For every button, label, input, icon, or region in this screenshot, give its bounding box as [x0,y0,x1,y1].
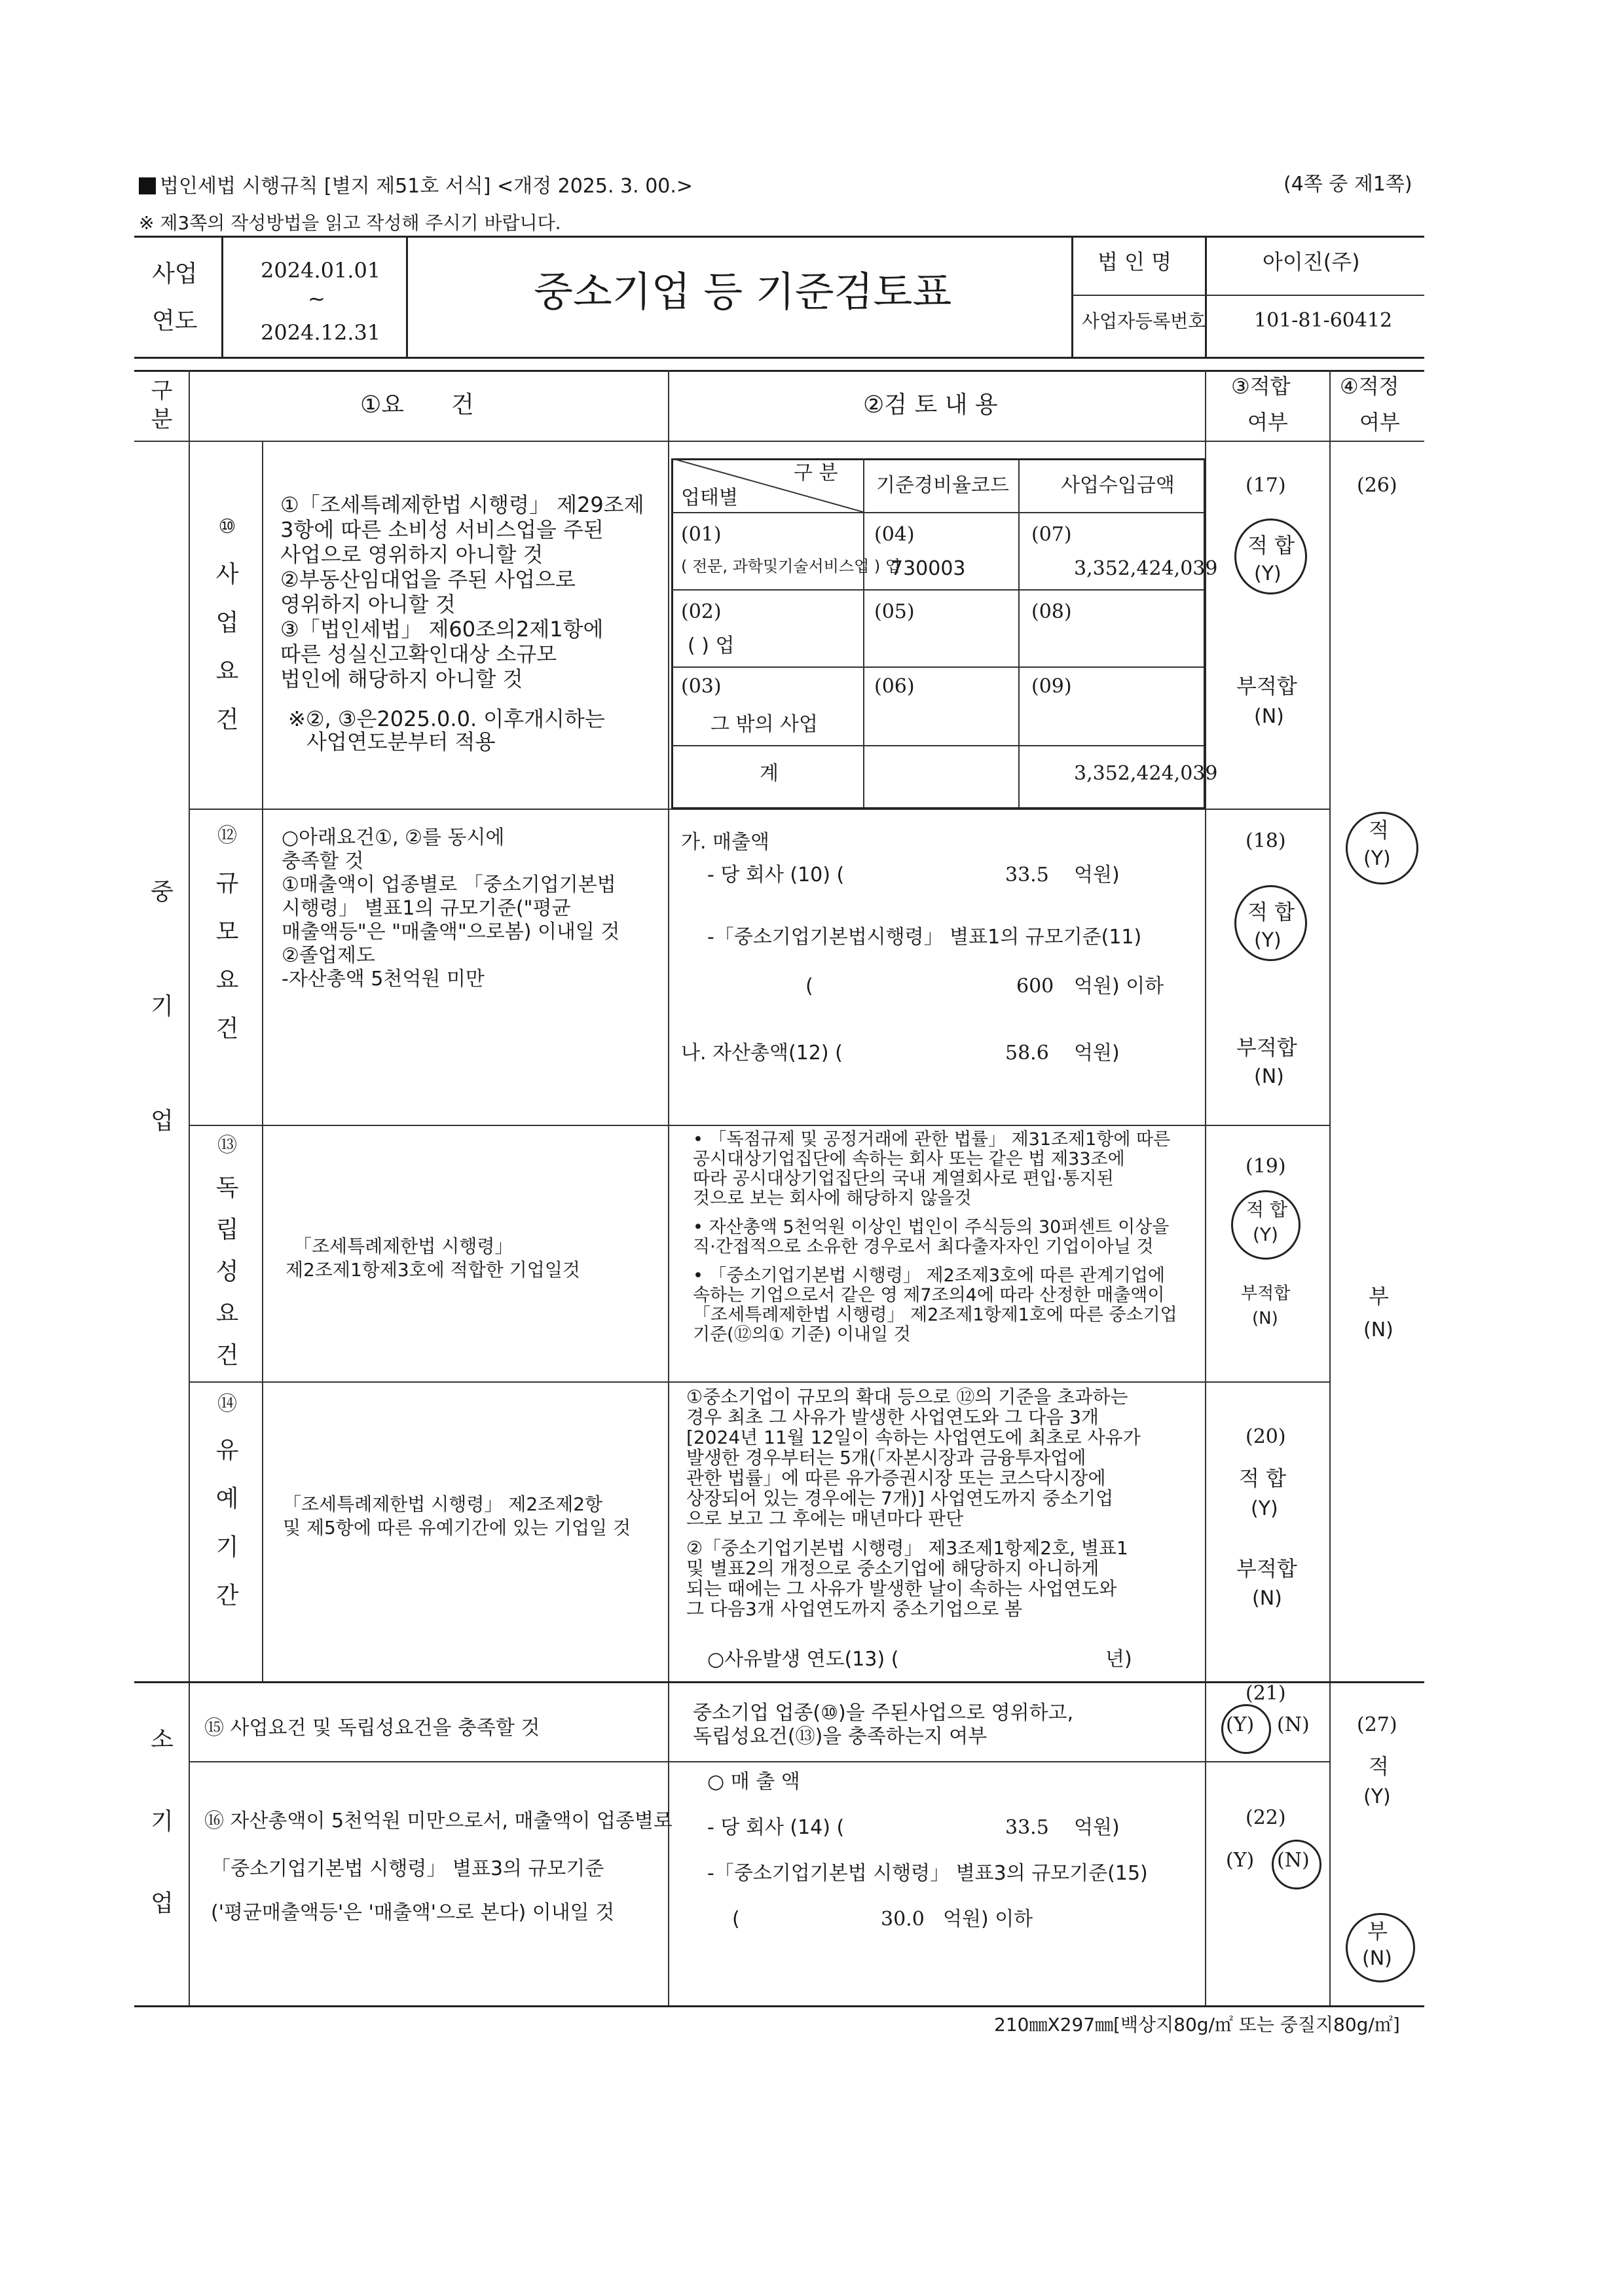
divider [863,458,864,807]
r102-fit-y: 적 합 [1247,900,1295,924]
cell-03-biz: 그 밖의 사업 [710,713,818,736]
r102-requirements: ○아래요건①, ②를 동시에 충족할 것 ①매출액이 업종별로 「중소기업기본법 시행령」 별표1의 규모기준("평균 매출액등"은 "매출액"으로봄) 이내일 것 ②졸업제도 -자산총액 5천억원 미만 [282,826,620,991]
divider [406,236,408,357]
r104-requirement: 「조세특례제한법 시행령」 제2조제2항 [283,1493,603,1515]
top-box-bottom [134,357,1424,359]
small-fit4-no: (27) [1357,1713,1397,1736]
tbl-biz-type: 업태별 [681,486,738,509]
cell-03: (03) [681,675,722,698]
corp-name-value: 아이진(주) [1263,249,1360,274]
r101-fit-no: (17) [1246,474,1286,497]
col-head-fit4: ④적정 [1340,374,1399,399]
header-row-bottom [134,441,1424,442]
divider [671,512,1204,513]
r102-sales-unit: 억원) [1074,864,1120,886]
small-fit4-n: (N) [1362,1947,1392,1970]
reg-number-value: 101-81-60412 [1254,309,1393,332]
r102-criterion: -「중소기업기본법시행령」 별표1의 규모기준(11) [707,926,1142,949]
col-divider [189,370,190,2005]
r102-sales-value: 33.5 [1005,864,1049,886]
row-divider [189,1381,1329,1383]
r102-label: ⑫ 규 모 요 건 [215,824,239,1042]
col-head-fit3: 여부 [1247,410,1288,435]
r101-requirements: ①「조세특례제한법 시행령」 제29조제 3항에 따른 소비성 서비스업을 주된 사업으로 영위하지 아니할 것 ②부동산임대업을 주된 사업으로 영위하지 아니할 것 ③「법인세법」 제60조의2제1항에 따른 성실신고확인대상 소규모 법인에 해당하지 아니할 것 [280,492,644,691]
col-divider [262,441,263,1681]
col-head-review: ②검 토 내 용 [863,392,998,418]
cell-07-amount: 3,352,424,039 [1074,557,1218,580]
divider [1018,458,1020,807]
total-amount: 3,352,424,039 [1074,762,1218,785]
table-bottom-border [134,2005,1424,2007]
r103-fit-n: 부적합 [1241,1284,1291,1303]
r101-fit-n: (N) [1254,705,1284,728]
cell-02-biz: ( ) 업 [688,634,735,657]
r102-fit-n: (N) [1254,1065,1284,1088]
cell-08: (08) [1031,600,1072,623]
r103-review: • 「독점규제 및 공정거래에 관한 법률」 제31조제1항에 따른 공시대상기업집단에 속하는 회사 또는 같은 법 제33조에 따라 공시대상기업집단의 국내 계열회사로 편입·통지된 것으로 보는 회사에 해당하지 않을것 • 자산총액 5천억원 이상인 법인이 주식등의 30퍼센트 이상을 직·간접적으로 소유한 경우로서 최다출자자인 기업이아닐 것 • 「중소기업기본법 시행령」 제2조제3호에 따른 관계기업에 속하는 기업으로서 같은 영 제7조의4에 따라 산정한 매출액이 「조세특례제한법 시행령」 제2조제1항제1호에 따른 중소기업 기준(⑫의① 기준) 이내일 것 [693,1129,1177,1345]
r102-fit-y: (Y) [1254,929,1282,952]
r103-fit-n: (N) [1252,1309,1278,1328]
r106-criterion: -「중소기업기본법 시행령」 별표3의 규모기준(15) [707,1862,1148,1885]
r102-assets-value: 58.6 [1005,1042,1049,1065]
divider [671,589,1204,591]
section-divider [134,1681,1424,1683]
page-title: 중소기업 등 기준검토표 [534,268,952,316]
row-divider [189,1125,1329,1126]
divider [1071,236,1073,357]
r106-fit-n: (N) [1277,1849,1310,1872]
section-label-small: 소 기 업 [151,1726,174,1917]
cell-05: (05) [874,600,915,623]
total-label: 계 [760,762,779,785]
r104-fit-n: (N) [1252,1587,1282,1610]
r105-fit-n: (N) [1277,1713,1310,1736]
cell-06: (06) [874,675,915,698]
r102-sales-head: 가. 매출액 [681,831,769,854]
r104-fit-no: (20) [1246,1425,1286,1448]
small-fit4-y: (Y) [1363,1785,1391,1808]
tbl-amount-head: 사업수입금액 [1061,474,1175,497]
col-head-fit4: 여부 [1359,410,1400,435]
r102-sales-label: - 당 회사 (10) ( [707,864,845,886]
col-head-requirement: ①요 건 [360,392,474,418]
cell-01: (01) [681,523,722,546]
cell-01-biz: ( 전문, 과학및기술서비스업 ) 업 [681,557,901,575]
r103-requirement: 제2조제1항제3호에 적합한 기업일것 [286,1259,580,1281]
r106-requirement: ⑯ 자산총액이 5천억원 미만으로서, 매출액이 업종별로 [204,1810,673,1832]
r106-requirement: ('평균매출액등'은 '매출액'으로 본다) 이내일 것 [211,1901,615,1924]
r101-label: ⑩ 사 업 요 건 [215,515,239,733]
r106-fit-no: (22) [1246,1806,1286,1829]
sme-fit4-value: 적 [1369,818,1389,843]
square-bullet-icon [139,177,156,194]
col-head-gubun: 구 분 [151,378,173,433]
r104-requirement: 및 제5항에 따른 유예기간에 있는 기업일 것 [283,1517,631,1539]
r106-requirement: 「중소기업기본법 시행령」 별표3의 규모기준 [211,1857,604,1880]
tbl-gubun: 구 분 [794,462,838,484]
cell-07: (07) [1031,523,1072,546]
table-top-border [134,370,1424,372]
small-fit4-n: 부 [1367,1919,1388,1944]
r106-criterion-value: 30.0 [881,1908,925,1931]
year-label: 사업 [152,261,198,287]
r106-sales-unit: 억원) [1074,1816,1120,1839]
r101-note: 사업연도분부터 적용 [306,729,496,754]
r103-fit-y: (Y) [1253,1224,1278,1245]
instruction-note: ※ 제3쪽의 작성방법을 읽고 작성해 주시기 바랍니다. [139,212,561,234]
divider [221,236,223,357]
r102-assets-unit: 억원) [1074,1042,1120,1065]
r106-sales-head: ○ 매 출 액 [707,1770,800,1793]
divider [671,745,1204,746]
corp-name-label: 법 인 명 [1098,249,1172,274]
r105-fit-y: (Y) [1226,1713,1255,1736]
r105-fit-no: (21) [1246,1682,1286,1705]
r106-fit-y: (Y) [1226,1849,1255,1872]
section-label-sme: 중 기 업 [151,879,174,1135]
r105-requirement: ⑮ 사업요건 및 독립성요건을 충족할 것 [204,1717,540,1740]
r101-fit-n: 부적합 [1236,674,1297,699]
r104-fit-y: (Y) [1251,1497,1278,1520]
col-divider [668,370,669,2005]
r102-fit-no: (18) [1246,829,1286,852]
r103-requirement: 「조세특례제한법 시행령」 [293,1235,513,1257]
row-divider [189,1761,1329,1762]
top-border [134,236,1424,238]
col-head-fit3: ③적합 [1231,374,1291,399]
r104-fit-y: 적 합 [1239,1466,1286,1491]
r101-fit-y: 적 합 [1247,533,1295,558]
paper-spec: 210㎜X297㎜[백상지80g/㎡ 또는 중질지80g/㎡] [994,2014,1400,2035]
r104-fit-n: 부적합 [1236,1556,1297,1581]
r102-criterion-unit: 억원) 이하 [1074,975,1164,998]
r104-year-unit: 년) [1105,1648,1132,1671]
sme-fit4-value: (Y) [1363,847,1391,870]
col-divider [1329,370,1331,2005]
r103-fit-y: 적 합 [1246,1199,1287,1220]
form-reference: 법인세법 시행규칙 [별지 제51호 서식] <개정 2025. 3. 00.> [139,175,693,198]
cell-02: (02) [681,600,722,623]
r101-note: ※②, ③은2025.0.0. 이후개시하는 [288,706,605,731]
r102-criterion-open: ( [805,975,813,998]
tbl-code-head: 기준경비율코드 [876,474,1009,497]
r105-review: 중소기업 업종(⑩)을 주된사업으로 영위하고, [693,1702,1074,1724]
r106-criterion-unit: 억원) 이하 [943,1908,1033,1931]
r104-review: ①중소기업이 규모의 확대 등으로 ⑫의 기준을 초과하는 경우 최초 그 사유가 발생한 사업연도와 그 다음 3개 [2024년 11월 12일이 속하는 사업연도에 최초로 사유가 발생한 경우부터는 5개(「자본시장과 금융투자업에 관한 법률」에 따른 유가증권시장 또는 코스닥시장에 상장되어 있는 경우에는 7개)] 사업연도까지 중소기업 으로 보고 그 후에는 매년마다 판단 ②「중소기업기본법 시행령」 제3조제1항제2호, 별표1 및 별표2의 개정으로 중소기업에 해당하지 아니하게 되는 때에는 그 사유가 발생한 날이 속하는 사업연도와 그 다음3개 사업연도까지 중소기업으로 봄 [686,1386,1141,1620]
r103-label: ⑬ 독 립 성 요 건 [215,1134,239,1369]
r105-review: 독립성요건(⑬)을 충족하는지 여부 [693,1725,987,1748]
small-fit4-y: 적 [1369,1754,1389,1779]
cell-04-code: 730003 [891,557,966,580]
sme-fit4-na: 부 [1369,1284,1389,1309]
period-tilde: ~ [308,286,325,311]
cell-04: (04) [874,523,915,546]
r102-assets-label: 나. 자산총액(12) ( [681,1042,843,1065]
r106-sales-label: - 당 회사 (14) ( [707,1816,845,1839]
divider [1205,236,1207,357]
sme-fit4-na: (N) [1363,1319,1393,1341]
r101-fit4-no: (26) [1357,474,1397,497]
r101-fit-y: (Y) [1254,562,1282,585]
divider [671,666,1204,668]
period-to: 2024.12.31 [261,320,381,345]
r102-criterion-value: 600 [1016,975,1054,998]
period-from: 2024.01.01 [261,258,381,283]
r106-sales-value: 33.5 [1005,1816,1049,1839]
r102-fit-n: 부적합 [1236,1035,1297,1060]
r104-year-label: ○사유발생 연도(13) ( [707,1648,899,1671]
page-number: (4쪽 중 제1쪽) [1283,173,1412,196]
r106-criterion-open: ( [732,1908,740,1931]
year-label: 연도 [152,308,198,335]
r104-label: ⑭ 유 예 기 간 [215,1393,239,1609]
r103-fit-no: (19) [1246,1155,1286,1178]
divider [1071,295,1424,296]
cell-09: (09) [1031,675,1072,698]
reg-number-label: 사업자등록번호 [1082,310,1206,332]
